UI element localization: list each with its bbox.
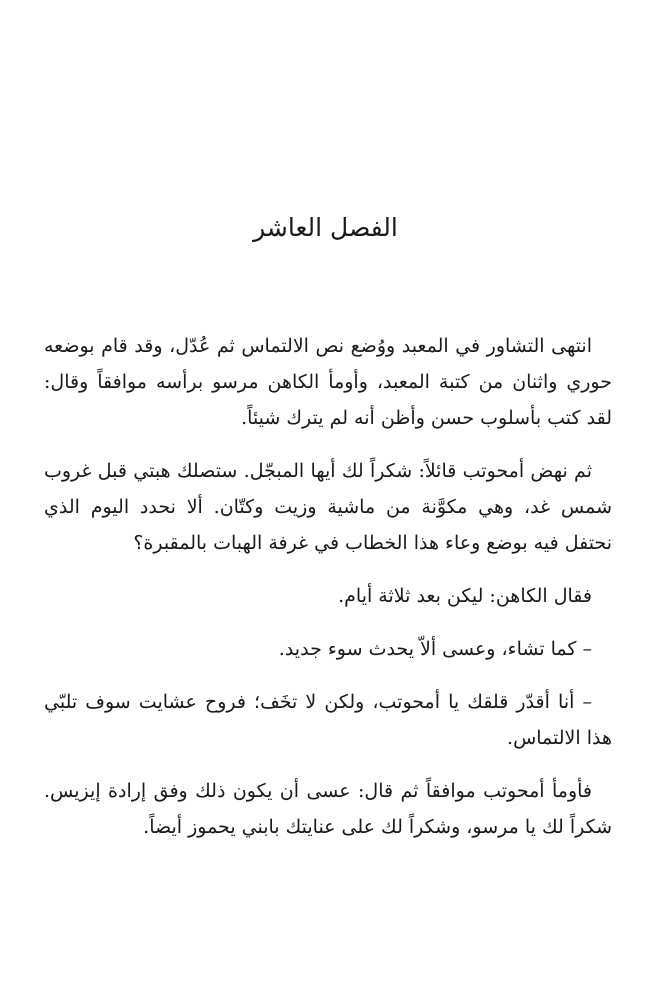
paragraph-5: – أنا أقدّر قلقك يا أمحوتب، ولكن لا تخَف؛ فروح عشايت سوف تلبّي هذا الالتماس. xyxy=(44,691,612,749)
chapter-body xyxy=(44,328,612,862)
paragraph-2: ثم نهض أمحوتب قائلاً: شكراً لك أيها المبجّل. ستصلك هبتي قبل غروب شمس غد، وهي مكوَّنة من ماشية وزيت وكتّان. ألا نحدد اليوم الذي نحتفل فيه بوضع وعاء هذا الخطاب في غرفة الهبات بالمقبرة؟ xyxy=(44,460,612,554)
paragraph-6: فأومأ أمحوتب موافقاً ثم قال: عسى أن يكون ذلك وفق إرادة إيزيس. شكراً لك يا مرسو، وشكراً لك على عنايتك بابني يحموز أيضاً. xyxy=(44,780,612,838)
paragraph-3: فقال الكاهن: ليكن بعد ثلاثة أيام. xyxy=(338,585,592,607)
paragraph-4: – كما تشاء، وعسى ألاّ يحدث سوء جديد. xyxy=(278,638,592,660)
paragraph-1: انتهى التشاور في المعبد ووُضع نص الالتماس ثم عُدّل، وقد قام بوضعه حوري واثنان من كتبة المعبد، وأومأ الكاهن مرسو برأسه موافقاً وقال: لقد كتب بأسلوب حسن وأظن أنه لم يترك شيئاً. xyxy=(44,335,612,429)
chapter-title: الفصل العاشر xyxy=(253,213,398,242)
